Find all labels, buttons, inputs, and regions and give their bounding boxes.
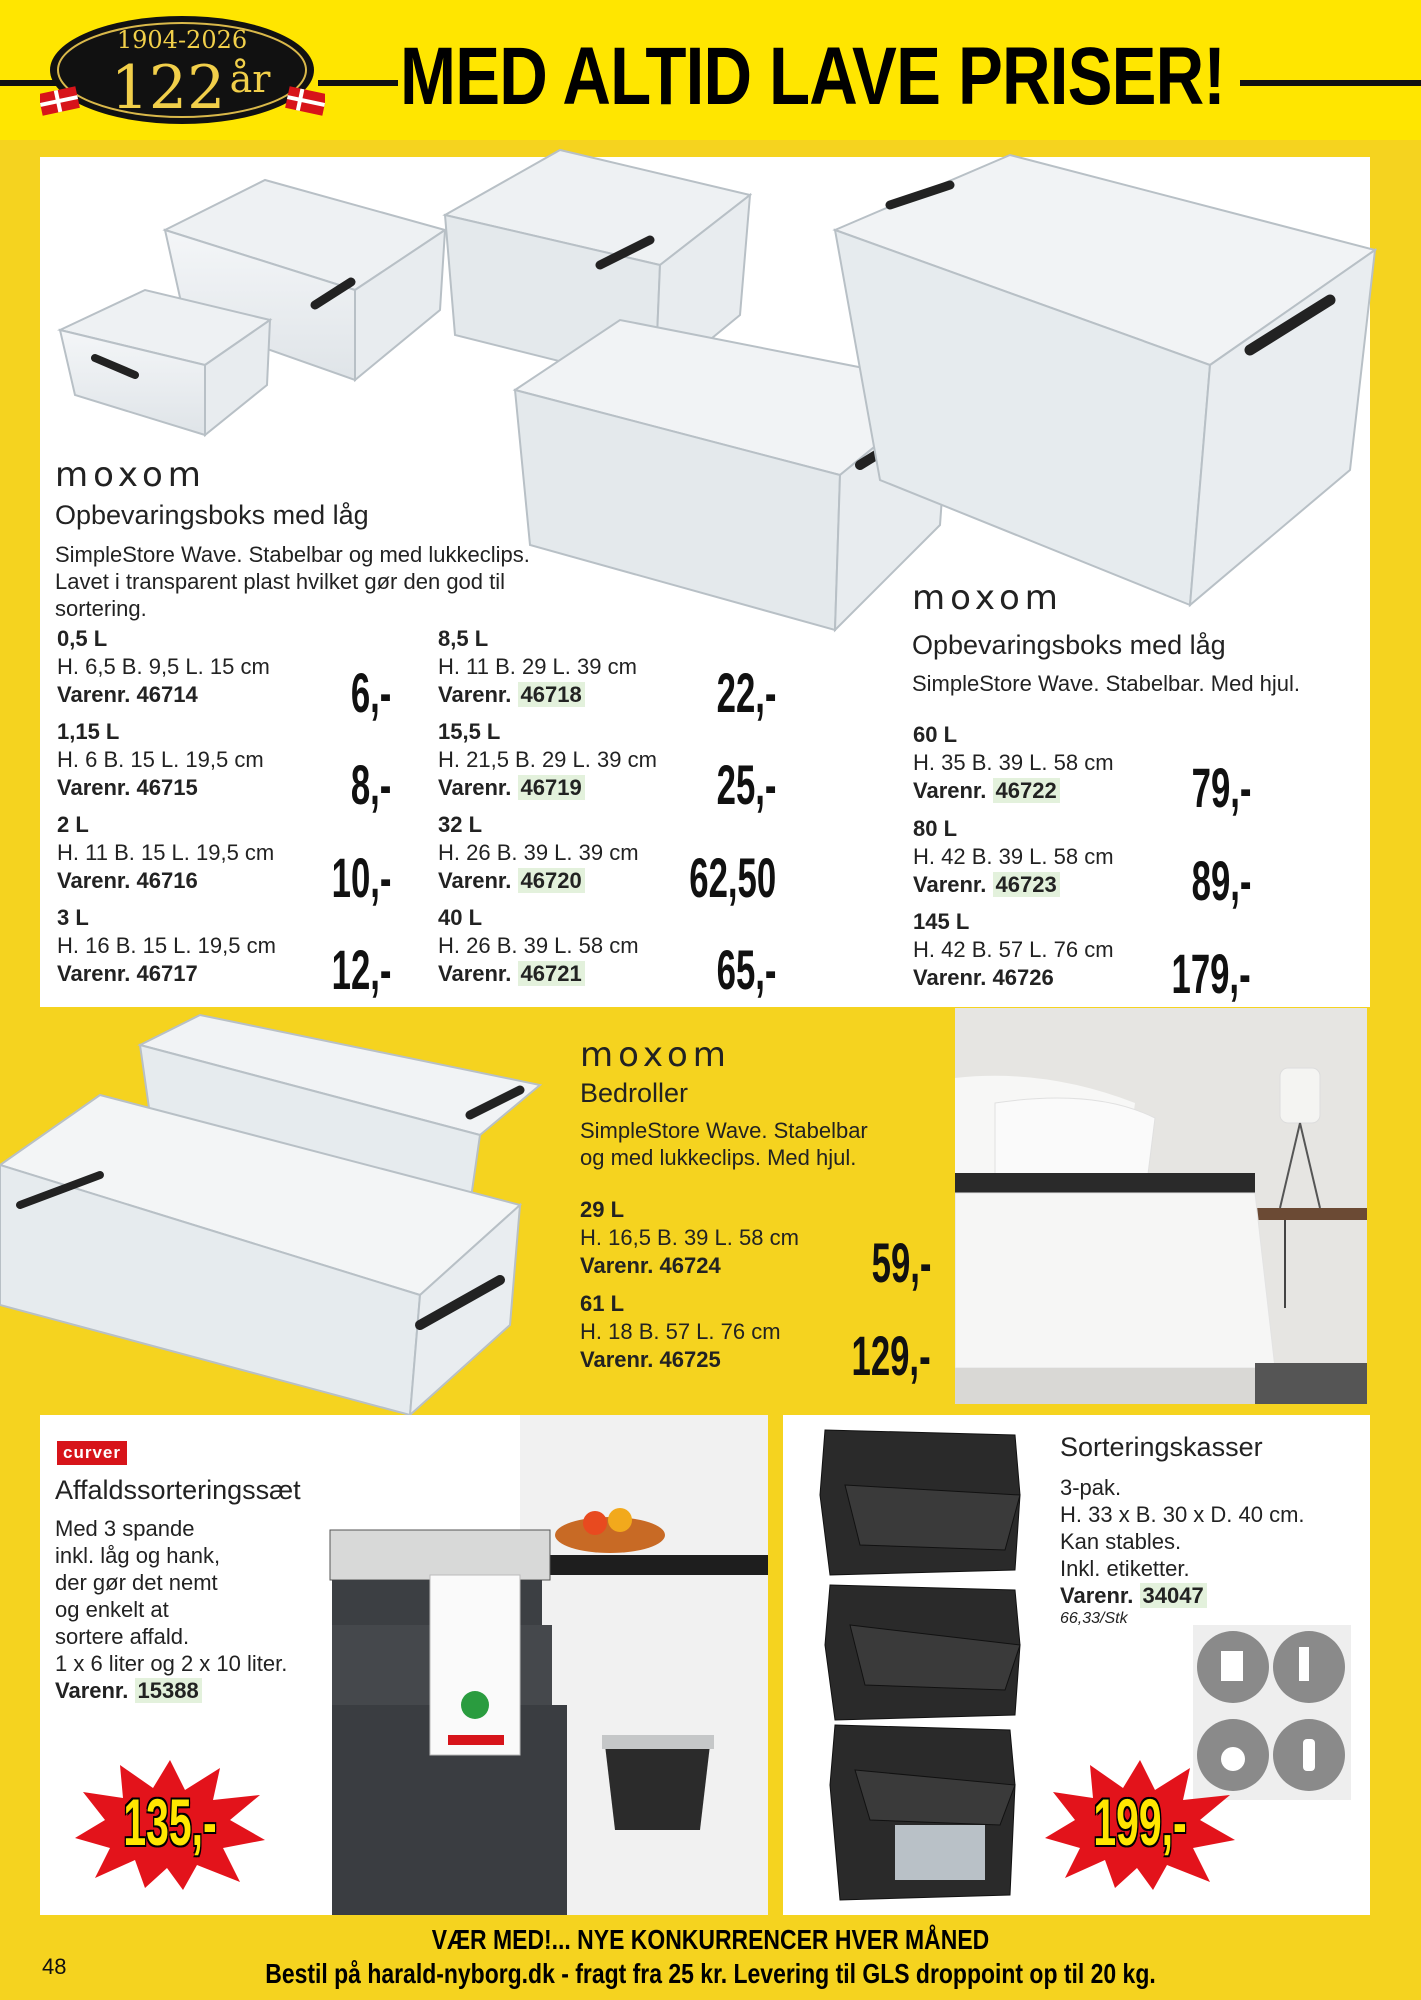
product-title: Sorteringskasser	[1060, 1432, 1263, 1462]
product-variant: 8,5 L H. 11 B. 29 L. 39 cm Varenr. 46718	[438, 626, 637, 707]
description-line: SimpleStore Wave. Stabelbar	[580, 1118, 868, 1143]
brand-logo-moxom: moxom	[912, 578, 1063, 618]
footer-headline: VÆR MED!... NYE KONKURRENCER HVER MÅNED	[431, 1924, 990, 1955]
product-description: Med 3 spande inkl. låg og hank, der gør det nemt og enkelt at sortere affald. 1 x 6 liter og 2 x 10 liter. Varenr. 15388	[55, 1516, 288, 1703]
item-number: 46714	[136, 682, 198, 707]
storage-box-image-large	[830, 150, 1380, 610]
headline: MED ALTID LAVE PRISER!	[400, 31, 1225, 122]
header-rule-mid	[318, 80, 398, 86]
product-title: Opbevaringsboks med låg	[912, 630, 1226, 660]
item-number: 46717	[136, 961, 198, 986]
item-number: 15388	[135, 1678, 202, 1703]
price: 10,-	[331, 846, 391, 909]
badge-suffix: år	[229, 57, 271, 101]
product-description	[580, 1117, 868, 1171]
price: 65,-	[716, 938, 776, 1001]
price: 59,-	[871, 1231, 931, 1294]
price: 25,-	[716, 753, 776, 816]
product-variant: 61 L H. 18 B. 57 L. 76 cm Varenr. 46725	[580, 1291, 781, 1372]
price: 62,50	[689, 846, 776, 909]
item-number: 46715	[136, 775, 198, 800]
page-number: 48	[42, 1954, 67, 1979]
product-title: Bedroller	[580, 1078, 689, 1108]
header-rule-right	[1240, 80, 1421, 86]
anniversary-badge	[40, 12, 325, 127]
product-variant: 40 L H. 26 B. 39 L. 58 cm Varenr. 46721	[438, 905, 639, 986]
description-line: sortering.	[55, 596, 147, 621]
product-variant: 80 L H. 42 B. 39 L. 58 cm Varenr. 46723	[913, 816, 1114, 897]
product-variant: 32 L H. 26 B. 39 L. 39 cm Varenr. 46720	[438, 812, 639, 893]
price: 6,-	[350, 661, 391, 724]
product-variant: 145 L H. 42 B. 57 L. 76 cm Varenr. 46726	[913, 909, 1114, 990]
item-number: 46716	[136, 868, 198, 893]
product-variant: 3 L H. 16 B. 15 L. 19,5 cm Varenr. 46717	[57, 905, 276, 986]
bedroom-photo	[955, 1008, 1367, 1404]
item-number: 46719	[518, 775, 585, 800]
product-variant: 0,5 L H. 6,5 B. 9,5 L. 15 cm Varenr. 46714	[57, 626, 270, 707]
item-number: 46722	[993, 778, 1060, 803]
unit-price: 66,33/Stk	[1060, 1610, 1128, 1627]
item-number: 34047	[1140, 1583, 1207, 1608]
sorting-boxes-image	[815, 1425, 1030, 1905]
item-number: 46720	[518, 868, 585, 893]
price: 135,-	[123, 1785, 217, 1859]
brand-logo-curver: curver	[57, 1441, 127, 1465]
badge-years: 1904-2026	[116, 26, 248, 54]
product-description	[55, 541, 530, 622]
price: 8,-	[350, 753, 391, 816]
price: 179,-	[1171, 942, 1251, 1005]
product-variant: 29 L H. 16,5 B. 39 L. 58 cm Varenr. 46724	[580, 1197, 799, 1278]
price: 79,-	[1191, 756, 1251, 819]
price: 22,-	[716, 661, 776, 724]
price: 129,-	[851, 1324, 931, 1387]
brand-logo-moxom: moxom	[55, 455, 206, 495]
footer-shop-info: Bestil på harald-nyborg.dk - fragt fra 25 kr. Levering til GLS droppoint op til 20 kg.	[265, 1958, 1156, 1989]
product-variant: 15,5 L H. 21,5 B. 29 L. 39 cm Varenr. 46719	[438, 719, 657, 800]
item-number: 46726	[992, 965, 1054, 990]
waste-sorting-set-image	[320, 1415, 768, 1915]
product-title: Affaldssorteringssæt	[55, 1475, 301, 1505]
storage-box-image-small	[55, 170, 455, 450]
item-number: 46725	[659, 1347, 721, 1372]
product-description: 3-pak. H. 33 x B. 30 x D. 40 cm. Kan stables. Inkl. etiketter. Varenr. 34047 66,33/Stk	[1060, 1475, 1305, 1627]
description-line: Lavet i transparent plast hvilket gør den god til	[55, 569, 506, 594]
item-number: 46724	[659, 1253, 721, 1278]
description-line: SimpleStore Wave. Stabelbar og med lukkeclips.	[55, 542, 530, 567]
bedroller-image	[0, 1005, 560, 1465]
product-variant: 1,15 L H. 6 B. 15 L. 19,5 cm Varenr. 46715	[57, 719, 264, 800]
description-line: og med lukkeclips. Med hjul.	[580, 1145, 857, 1170]
product-variant: 60 L H. 35 B. 39 L. 58 cm Varenr. 46722	[913, 722, 1114, 803]
price: 199,-	[1093, 1785, 1187, 1859]
item-number: 46723	[993, 872, 1060, 897]
product-variant: 2 L H. 11 B. 15 L. 19,5 cm Varenr. 46716	[57, 812, 275, 893]
item-number: 46718	[518, 682, 585, 707]
badge-number: 122	[110, 53, 226, 123]
product-description: SimpleStore Wave. Stabelbar. Med hjul.	[912, 671, 1301, 696]
price: 89,-	[1191, 849, 1251, 912]
brand-logo-moxom: moxom	[580, 1035, 731, 1075]
price: 12,-	[331, 938, 391, 1001]
product-title: Opbevaringsboks med låg	[55, 500, 369, 530]
page-footer	[0, 1918, 1421, 2000]
item-number: 46721	[518, 961, 585, 986]
